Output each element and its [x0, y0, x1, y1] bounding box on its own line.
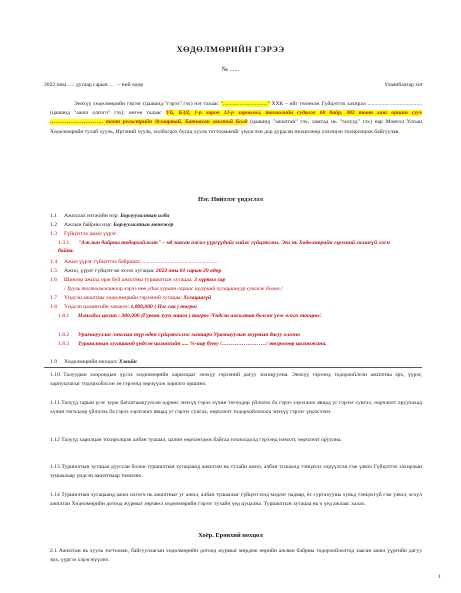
item-1-7: 1.7 Үндсэн ажилтны хөдөлмөрийн гэрээний хугацаа: Хугацаагүй: [50, 295, 212, 301]
item-1-3-1: 1.3.1 "Ажлын байрны тодорхойлолт" – нд заасан ажил үүргүүдийг хийж гүйцэтгэнэ. Энэ нь Хөдөлмөрийн гэрээний салшгүй хэсэг байна.: [58, 240, 391, 254]
item-1-10: 1.10 Талуудын хоорондын үүсэх хөдөлмөрийн харилцааг энэхүү гэрээний дагуу зохицуулна. Энэхүү гэрээнд тодорхойлсон ажилтны эрх, үүрэг, хариуцлагыг тодорхойлсон эн гэрээнд зөрчүүлж зорилго оршино.: [50, 372, 422, 388]
item-1-11: 1.11 Талууд гарын үсэг зурж баталгаажуулсан өдрөөс энэхүү гэрээ хүчин төгөлдөр үйлчлэх ба гэрээ хэрэгжих явцад уг гэрээг сунгах, өөрчлөлт оруулахад хүчин төгөлдөр үйлчлэх ба гэрээ хэрэгжих явцад уг гэрээг сунгах, өөрчлөлт тодорхойлохоод энэхүү гэрээг үндэслэнэ.: [50, 400, 422, 416]
divider-line: [44, 367, 422, 368]
document-title: ХӨДӨЛМӨРИЙН ГЭРЭЭ: [176, 44, 285, 54]
item-1-4: 1.4 Ажил үүрэг гүйцэтгэх байршил: ......................................................: [50, 259, 218, 265]
item-1-13: 1.13 Туршилтын хугацаа дууссан болон туршилтын хугацаанд ажилтан нь тухайн ажил, албан тушаалд тэнцэхээ хэрүүлсэн гэж үзвэл Гүйцэтгэх захирлын тушаалаар үндсэн ажилтнаар томилно.: [50, 464, 422, 480]
intro-text-1: Энэхүү хөдөлмөрийн гэрээг (цаашид "гэрээ" гэх) нэг талаас: [74, 101, 221, 107]
intro-text-4: (цаашид "ажилтан" гэх, хамтад нь "талууд" гэх) нар Монгол Улсын Хөдөлмөрийн тухай хууль, Иргэний хууль, холбогдох бусад хууль тогтоомжийг үндэслэн дор дурдсан нөхцөлөөр хэлэлцэн тохиролцож байгуулав.: [50, 119, 423, 135]
item-2-1: 2.1 Ажилтан нь хууль тогтоомж, байгууллагын хөдөлмөрийн дотоод журмыг мөрдөж өөрийн ажлын байрны тодорхойлолтод заасан ажил үүргийн дагуу эрх, үүргээ хэрэгжүүлнэ.: [50, 548, 422, 564]
item-1-6: 1.6 Шинээр ажилд орж буй ажилтны туршилтын хугацаа: 3 хүртэл сар: [50, 277, 226, 283]
intro-paragraph: [50, 100, 422, 137]
director-blank: .......................................: [367, 101, 422, 107]
item-1-14: 1.14 Туршилтын хугацаанд ажил олгогч нь ажилтныг уг ажил, албан тушаалыг гүйцэтгэхэд мэдлэг чадвар, ёс суртахууны хувьд тэнцэхгүй гэж үзвэл, эсхүл ажилтан Хөдөлмөрийн дотоод журмыг зөрчвөл хөдөлмөрийн гэрээг тухайн үед цуцална. Туршилтын хугацаа нь ч үед ажлаас халах.: [50, 492, 422, 508]
section-1-title: Нэг. Нийтлэг үндэслэл: [198, 196, 263, 203]
intro-text-2: ХХК – ийг төлөөлж Гүйцэтгэх захирал: [269, 101, 368, 107]
employee-details: УБ, БЗД, 1-р хороо 12-р хороолол, тохиолийн судалж 60 байр, 302 тоот хаяг оршин суух ……………………….. тоот регистрийн дугаартай, Батнасан овогтой Болд: [50, 110, 422, 126]
contract-city: Улаанбаатар хот: [384, 82, 423, 88]
item-1-6-note: / Хууль тогтоомжиноор хэрээ нөө удаа хураан сараас шууринй хугацаануур сунгаж болно./: [64, 286, 283, 292]
item-1-8: 1.8 Үндсэн цалингийн хэмжээ: 1,000,000 ( Нэг сая ) төгрөг: [50, 304, 198, 310]
item-1-8-2: 1.8.2 Урамшууллаг /онолын түр өдөн гүйцэтгэлээс хамаарч Урамшуулын журмын дагуу олгоно: [58, 332, 300, 338]
item-1-12: 1.12 Талууд харилцан тохиролцож албан тушаал, цалин өөрчлөгдөж байгаа тохиолдолд гэрээнд нэмэлт, өөрчлөлт оруулна.: [50, 437, 342, 443]
section-2-title: Хоёр. Ерөнхий нөхцөл: [198, 532, 263, 539]
item-1-3: 1.3 Гүйцэтгэх ажил үүрэг:: [50, 231, 118, 237]
contract-date: 2022 оны …. дугаар сарын …. – ний өдөр: [44, 82, 144, 88]
company-blank: "................................": [220, 101, 270, 107]
page-number: 1: [438, 574, 441, 580]
item-1-5: 1.5 Ажил, үүрэг гүйцэтгэж эхлэх хугацаа: 2022 оны 01 сарын 29 өдөр: [50, 268, 222, 274]
item-1-9: 1.9 Хөдөлмөрийн нөхцөл: Хэвийн: [50, 359, 137, 365]
item-1-1: 1.1 Ажиллах нэгжийн нэр: Борлуулалтын алба: [50, 213, 170, 219]
intro-text-3: (цаашид "ажил олгогч" гэх), нөгөө талаас: [50, 110, 166, 117]
item-1-2: 1.2 Ажлын байрны нэр: Борлуулалтын менежер: [50, 222, 174, 228]
item-1-8-3: 1.8.3 Туршилтын хугацаанд үндсэн цалингийн ..... %-иар буюу /……………………/ төгрөгөөр цалинжина.: [58, 341, 327, 347]
contract-number: № ......: [221, 66, 240, 73]
item-1-8-1: 1.8.1 Нэмэгдэл цалин : 300,000 (Гурван зуун мянга ) төгрөг /Үндсэн ажилтан болсон үеэс олгох тооцно/.: [58, 313, 322, 319]
